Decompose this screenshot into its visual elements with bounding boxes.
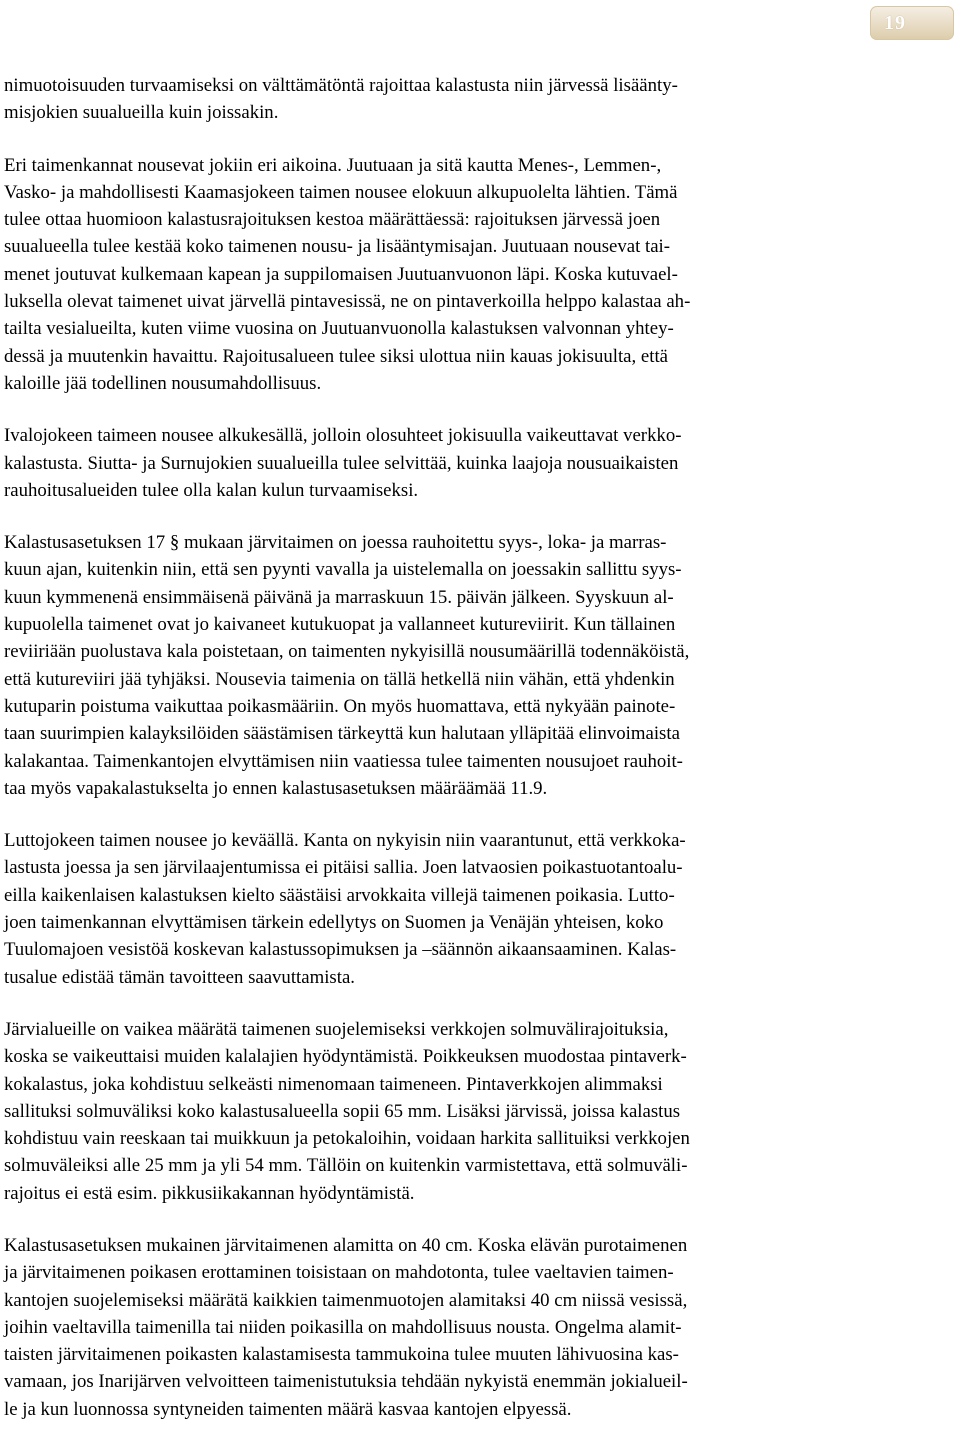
paragraph [4,422,874,504]
text-line: Luttojokeen taimen nousee jo keväällä. Kanta on nykyisin niin vaarantunut, että verkkoka- [4,830,686,852]
text-line: kuun ajan, kuitenkin niin, että sen pyynti vavalla ja uistelemalla on joessakin sallittu syys- [4,559,682,581]
text-line: Vasko- ja mahdollisesti Kaamasjokeen taimen nousee elokuun alkupuolelta lähtien. Tämä [4,181,678,203]
text-line: että kutureviiri jää tyhjäksi. Nousevia taimenia on tällä hetkellä niin vähän, että yhdenkin [4,668,675,690]
text-line: suualueella tulee kestää koko taimenen nousu- ja lisääntymisajan. Juutuaan nousevat tai- [4,236,671,258]
paragraph [4,152,874,398]
page-number: 19 [884,11,906,34]
paragraph [4,1232,874,1423]
text-line: menet joutuvat kulkemaan kapean ja suppilomaisen Juutuanvuonon läpi. Koska kutuvael- [4,263,678,285]
text-line: joihin vaeltavilla taimenilla tai niiden poikasilla on mahdollisuus nousta. Ongelma alamit- [4,1316,682,1338]
text-line: taa myös vapakalastukselta jo ennen kalastusasetuksen määräämää 11.9. [4,777,548,799]
text-line: misjokien suualueilla kuin joissakin. [4,102,279,124]
text-line: solmuväleiksi alle 25 mm ja yli 54 mm. Tällöin on kuitenkin varmistettava, että solmuväli- [4,1155,688,1177]
text-line: sallituksi solmuväliksi koko kalastusalueella sopii 65 mm. Lisäksi järvissä, joissa kalastus [4,1100,681,1122]
paragraph [4,529,874,802]
text-line: tusalue edistää tämän tavoitteen saavuttamista. [4,966,355,988]
text-line: reviiriään puolustava kala poistetaan, on taimenten nykyisillä nousumäärillä todennäköistä, [4,641,690,663]
text-line: le ja kun luonnossa syntyneiden taimenten määrä kasvaa kantojen elpyessä. [4,1398,572,1420]
text-line: kutuparin poistuma vaikuttaa poikasmääriin. On myös huomattava, että nykyään painote- [4,695,676,717]
paragraph [4,1016,874,1207]
paragraph [4,72,874,127]
text-line: nimuotoisuuden turvaamiseksi on välttämätöntä rajoittaa kalastusta niin järvessä lisäänty- [4,75,678,96]
text-line: koska se vaikeuttaisi muiden kalalajien hyödyntämistä. Poikkeuksen muodostaa pintaverk- [4,1046,687,1068]
text-line: taan suurimpien kalayksilöiden säästämisen tärkeyttä kun halutaan ylläpitää elinvoimaista [4,723,680,745]
text-line: vamaan, jos Inarijärven velvoitteen taimenistutuksia tehdään nykyistä enemmän jokialueil- [4,1371,688,1393]
text-line: Ivalojokeen taimeen nousee alkukesällä, jolloin olosuhteet jokisuulla vaikeuttavat verkko- [4,425,682,447]
text-line: tulee ottaa huomioon kalastusrajoituksen kestoa määrättäessä: rajoituksen järvessä joen [4,209,661,231]
document-body [4,72,874,1448]
paragraph [4,827,874,991]
text-line: Eri taimenkannat nousevat jokiin eri aikoina. Juutuaan ja sitä kautta Menes-, Lemmen-, [4,154,662,176]
text-line: Kalastusasetuksen 17 § mukaan järvitaimen on joessa rauhoitettu syys-, loka- ja marras- [4,532,667,554]
text-line: Kalastusasetuksen mukainen järvitaimenen alamitta on 40 cm. Koska elävän purotaimenen [4,1234,688,1256]
text-line: Järvialueille on vaikea määrätä taimenen suojelemiseksi verkkojen solmuvälirajoituksia, [4,1018,669,1040]
text-line: lastusta joessa ja sen järvilaajentumissa ei pitäisi sallia. Joen latvaosien poikastuotantoalu- [4,857,683,879]
text-line: kaloille jää todellinen nousumahdollisuus. [4,372,322,394]
text-line: Tuulomajoen vesistöä koskevan kalastussopimuksen ja –säännön aikaansaaminen. Kalas- [4,939,677,961]
text-line: kohdistuu vain reeskaan tai muikkuun ja petokaloihin, voidaan harkita sallituiksi verkkojen [4,1128,690,1150]
text-line: kupuolella taimenet ovat jo kaivaneet kutukuopat ja vallanneet kutureviirit. Kun tällainen [4,614,676,636]
text-line: taisten järvitaimenen poikasten kalastamisesta tammukoina tulee muuten lähivuosina kas- [4,1344,679,1366]
text-line: kalakantaa. Taimenkantojen elvyttämisen niin vaatiessa tulee taimenten nousujoet rauhoit- [4,750,683,772]
page-number-badge [870,6,954,40]
text-line: kuun kymmenenä ensimmäisenä päivänä ja marraskuun 15. päivän jälkeen. Syyskuun al- [4,586,674,608]
text-line: tailta vesialueilta, kuten viime vuosina on Juutuanvuonolla kalastuksen valvonnan yhtey- [4,318,674,340]
text-line: kantojen suojelemiseksi määrätä kaikkien taimenmuotojen alamitaksi 40 cm niissä vesissä, [4,1289,688,1311]
text-line: joen taimenkannan elvyttämisen tärkein edellytys on Suomen ja Venäjän yhteisen, koko [4,912,664,934]
text-line: rajoitus ei estä esim. pikkusiikakannan hyödyntämistä. [4,1182,415,1204]
text-line: luksella olevat taimenet uivat järvellä pintavesissä, ne on pintaverkoilla helppo kalastaa ah- [4,291,691,313]
text-line: eilla kaikenlaisen kalastuksen kielto säästäisi arvokkaita villejä taimenen poikasia. Lutto- [4,884,675,906]
text-line: ja järvitaimenen poikasen erottaminen toisistaan on mahdotonta, tulee vaeltavien taimen- [4,1262,674,1284]
text-line: dessä ja muutenkin havaittu. Rajoitusalueen tulee siksi ulottua niin kauas jokisuulta, että [4,345,668,367]
text-line: rauhoitusalueiden tulee olla kalan kulun turvaamiseksi. [4,479,419,501]
text-line: kalastusta. Siutta- ja Surnujokien suualueilla tulee selvittää, kuinka laajoja nousuaikaisten [4,452,679,474]
text-line: kokalastus, joka kohdistuu selkeästi nimenomaan taimeneen. Pintaverkkojen alimmaksi [4,1073,663,1095]
